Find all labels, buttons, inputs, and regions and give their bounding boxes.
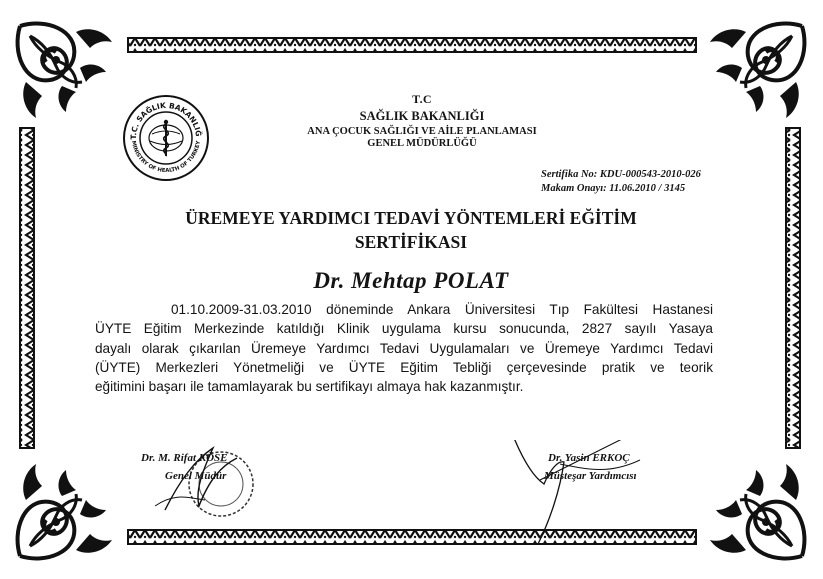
issuer-line-tc: T.C bbox=[412, 92, 432, 106]
body-line-1: 01.10.2009-31.03.2010 döneminde Ankara Üniversitesi Tıp Fakültesi Hastanesi bbox=[171, 302, 713, 317]
issuer-line-ministry: SAĞLIK BAKANLIĞI bbox=[359, 109, 485, 123]
ministry-seal bbox=[122, 94, 210, 182]
body-line-2: ÜYTE Eğitim Merkezinde katıldığı Klinik uygulama kursu sonucunda, 2827 sayılı Yasaya bbox=[95, 321, 713, 337]
left-signatory-name: Dr. M. Rifat KÖSE bbox=[141, 452, 228, 464]
caduceus-icon bbox=[149, 120, 183, 156]
certificate-title bbox=[150, 206, 672, 254]
right-signatory-title: Müsteşar Yardımcısı bbox=[544, 470, 637, 482]
seal-top-text: T.C. SAĞLIK BAKANLIĞ bbox=[128, 100, 204, 140]
corner-ornament-bottom-left bbox=[18, 464, 112, 558]
signature-block-left bbox=[125, 440, 285, 520]
recipient-name: Dr. Mehtap POLAT bbox=[313, 268, 509, 293]
certificate-number: Sertifika No: KDU-000543-2010-026 bbox=[541, 169, 701, 180]
right-border-band bbox=[786, 128, 800, 448]
body-line-5: eğitimini başarı ile tamamlayarak bu sertifikayı almaya hak kazanmıştır. bbox=[95, 379, 524, 395]
left-border-band bbox=[20, 128, 34, 448]
signature-block-right bbox=[500, 440, 700, 550]
body-line-4: (ÜYTE) Merkezleri Yönetmeliği ve ÜYTE Eğitim Tebliği çerçevesinde pratik ve teorik bbox=[95, 359, 713, 375]
body-line-3: dayalı olarak çıkarılan Üremeye Yardımcı Tedavi Uygulamaları ve Üremeye Yardımcı Tedavi bbox=[95, 340, 713, 356]
left-signatory-title: Genel Müdür bbox=[165, 470, 227, 482]
certificate-body bbox=[95, 300, 713, 396]
right-signatory-name: Dr. Yasin ERKOÇ bbox=[548, 452, 630, 464]
corner-ornament-bottom-right bbox=[710, 464, 804, 558]
issuer-line-department: ANA ÇOCUK SAĞLIĞI VE AİLE PLANLAMASI bbox=[307, 126, 537, 137]
issuer-header bbox=[232, 92, 612, 149]
top-border-band bbox=[128, 38, 696, 52]
title-line-1: ÜREMEYE YARDIMCI TEDAVİ YÖNTEMLERİ EĞİTİM bbox=[185, 208, 637, 228]
corner-ornament-top-right bbox=[710, 24, 804, 118]
approval-reference: Makam Onayı: 11.06.2010 / 3145 bbox=[541, 183, 686, 194]
certificate-meta bbox=[541, 168, 701, 196]
issuer-line-directorate: GENEL MÜDÜRLÜĞÜ bbox=[367, 138, 477, 149]
title-line-2: SERTİFİKASI bbox=[354, 232, 468, 252]
seal-bottom-text: MINISTRY OF HEALTH OF TURKEY bbox=[130, 140, 202, 175]
corner-ornament-top-left bbox=[18, 24, 112, 118]
